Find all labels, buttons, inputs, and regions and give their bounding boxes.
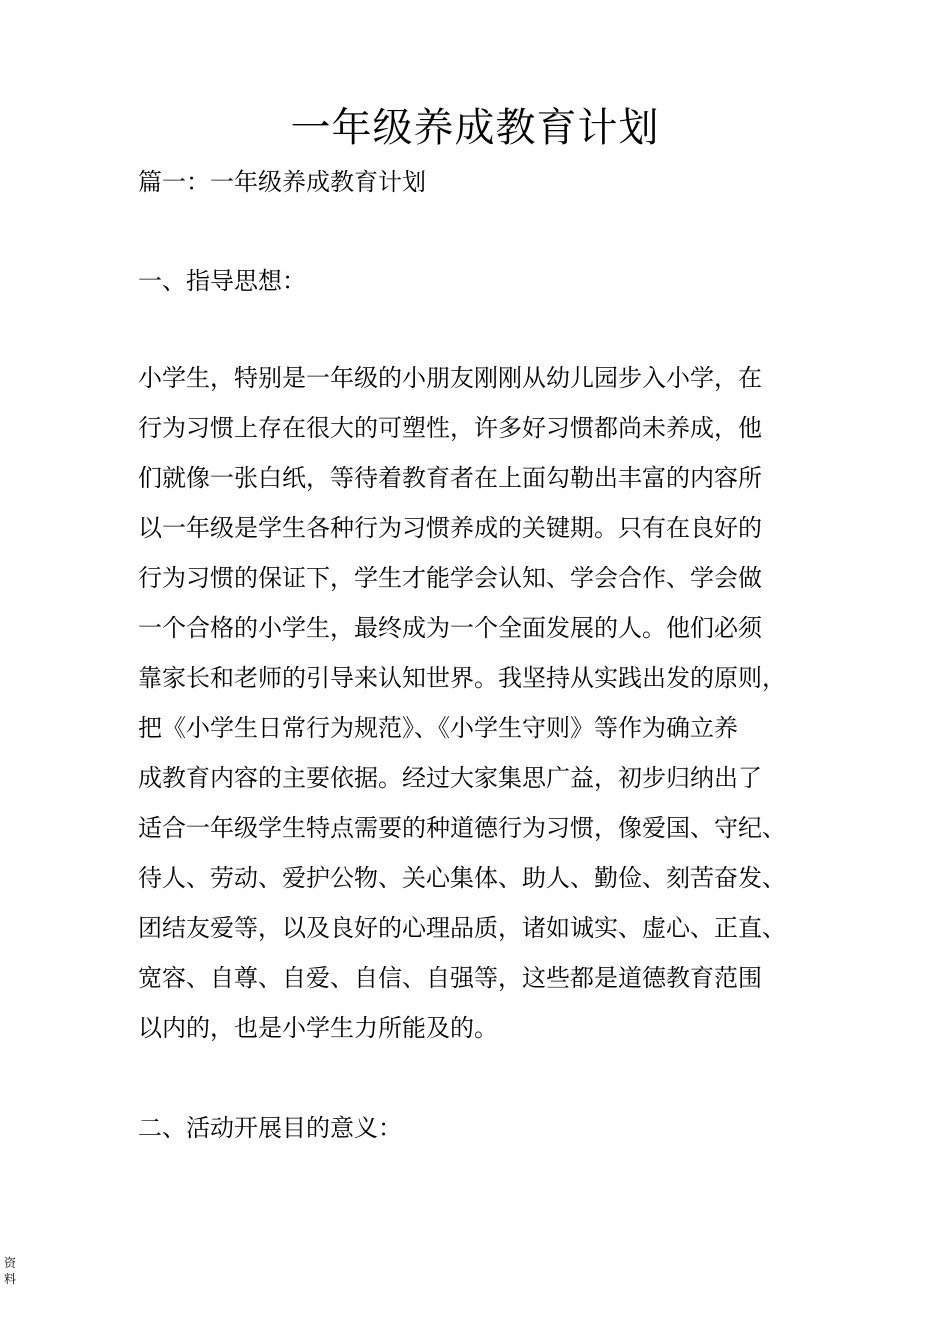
paragraph-line: 行为习惯上存在很大的可塑性，许多好习惯都尚未养成，他 [138, 414, 762, 442]
paragraph-line: 适合一年级学生特点需要的种道德行为习惯，像爱国、守纪、 [138, 814, 786, 842]
body-paragraph [138, 358, 828, 1058]
paragraph-line: 行为习惯的保证下，学生才能学会认知、学会合作、学会做 [138, 564, 762, 592]
document-subtitle: 篇一：一年级养成教育计划 [138, 168, 426, 196]
paragraph-line: 宽容、自尊、自爱、自信、自强等，这些都是道德教育范围 [138, 964, 762, 992]
paragraph-line: 靠家长和老师的引导来认知世界。我坚持从实践出发的原则， [138, 664, 786, 692]
paragraph-line: 们就像一张白纸，等待着教育者在上面勾勒出丰富的内容所 [138, 464, 762, 492]
page-margin-label: 资料 [4, 1256, 17, 1286]
paragraph-line: 以内的，也是小学生力所能及的。 [138, 1014, 498, 1042]
paragraph-line: 一个合格的小学生，最终成为一个全面发展的人。他们必须 [138, 614, 762, 642]
paragraph-line: 以一年级是学生各种行为习惯养成的关键期。只有在良好的 [138, 514, 762, 542]
paragraph-line: 待人、劳动、爱护公物、关心集体、助人、勤俭、刻苦奋发、 [138, 864, 786, 892]
section-heading-activity-purpose: 二、活动开展目的意义： [138, 1114, 402, 1142]
paragraph-line: 把《小学生日常行为规范》、《小学生守则》等作为确立养 [138, 714, 738, 742]
paragraph-line: 团结友爱等，以及良好的心理品质，诸如诚实、虚心、正直、 [138, 914, 786, 942]
section-heading-guiding-ideology: 一、指导思想： [138, 267, 306, 295]
paragraph-line: 成教育内容的主要依据。经过大家集思广益，初步归纳出了 [138, 764, 762, 792]
document-title: 一年级养成教育计划 [290, 105, 660, 151]
paragraph-line: 小学生，特别是一年级的小朋友刚刚从幼儿园步入小学，在 [138, 364, 762, 392]
